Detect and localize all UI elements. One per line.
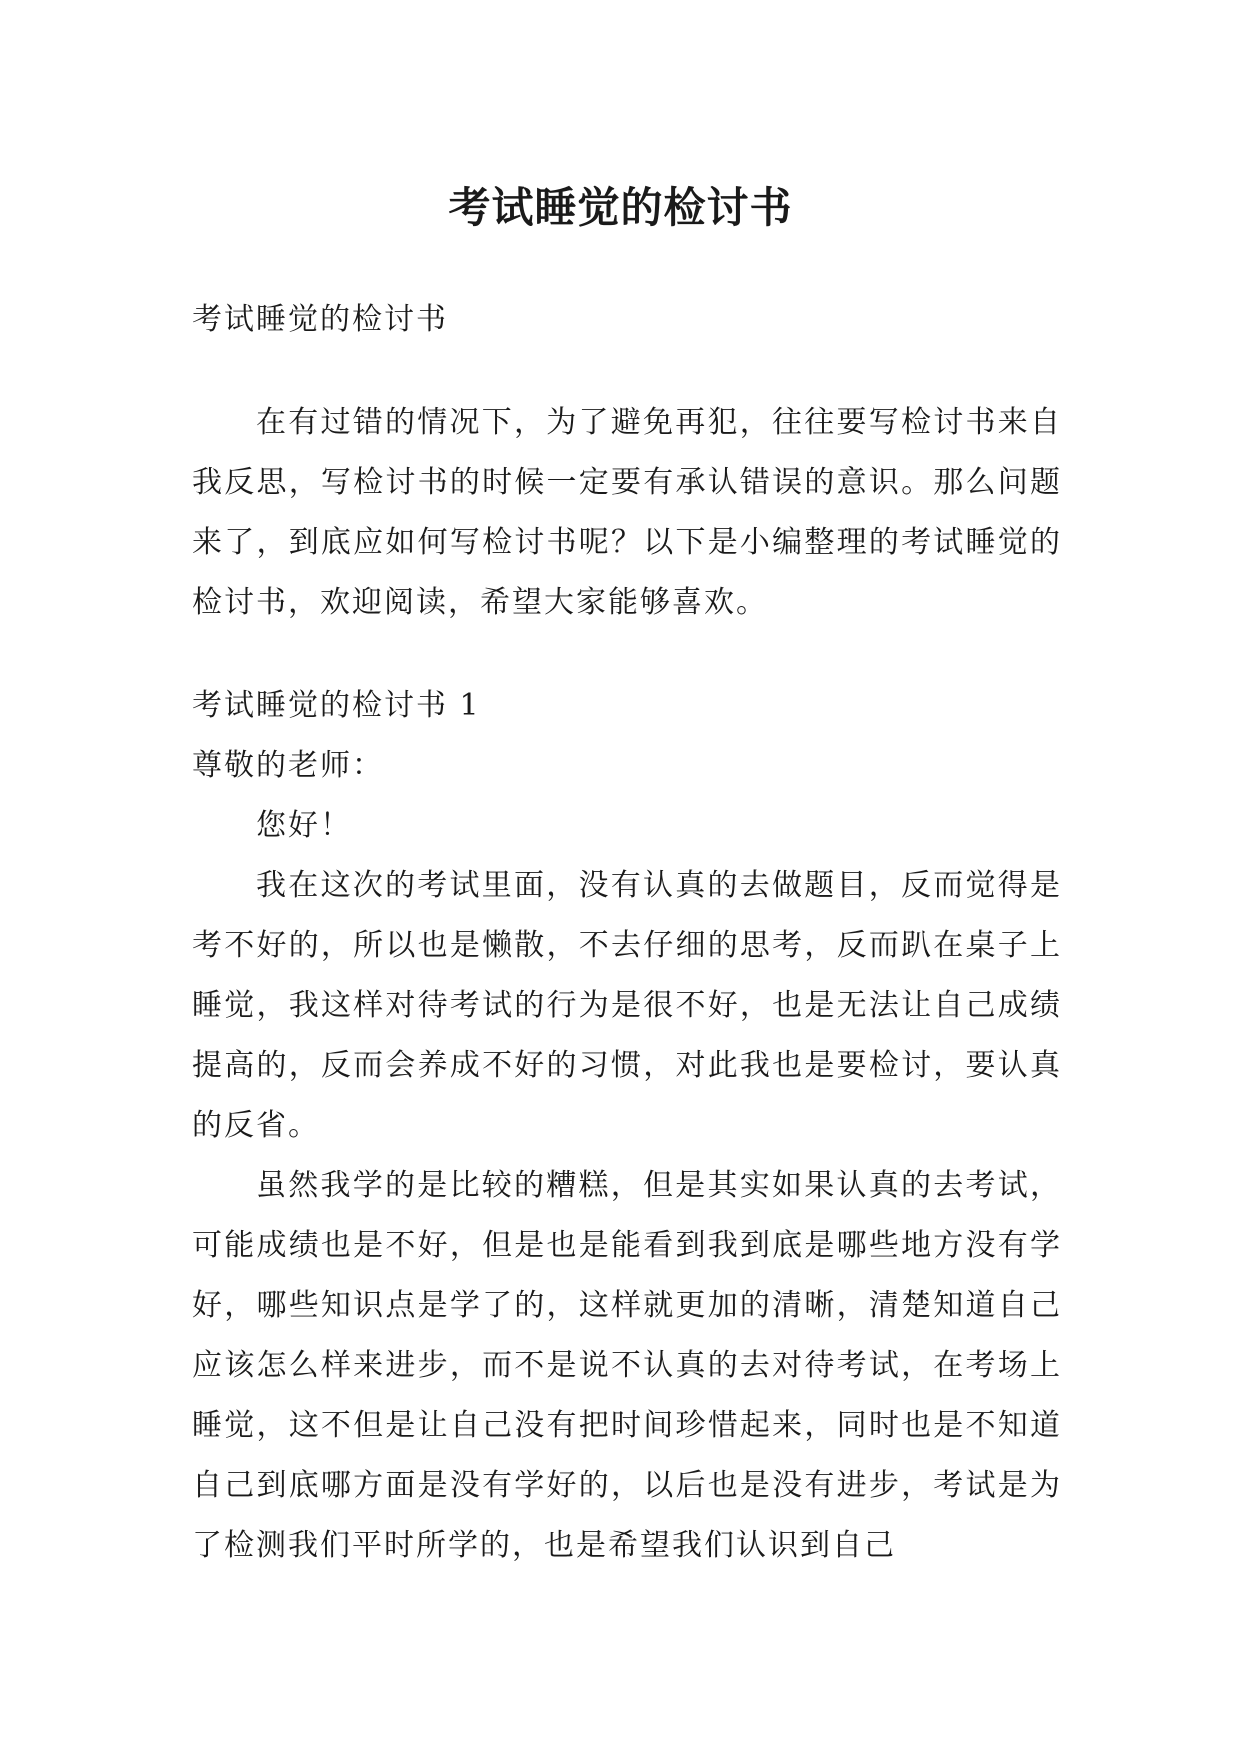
salutation: 尊敬的老师： — [192, 748, 384, 783]
section-heading: 考试睡觉的检讨书 1 — [192, 688, 481, 723]
intro-paragraph: 在有过错的情况下，为了避免再犯，往往要写检讨书来自我反思，写检讨书的时候一定要有承认错误的意识。那么问题来了，到底应如何写检讨书呢？以下是小编整理的考试睡觉的检讨书，欢迎阅读，希望大家能够喜欢。 — [192, 405, 1062, 620]
document-subtitle: 考试睡觉的检讨书 — [192, 302, 448, 337]
body-paragraph: 我在这次的考试里面，没有认真的去做题目，反而觉得是考不好的，所以也是懒散，不去仔细的思考，反而趴在桌子上睡觉，我这样对待考试的行为是很不好，也是无法让自己成绩提高的，反而会养成不好的习惯，对此我也是要检讨，要认真的反省。 — [192, 868, 1062, 1143]
body-paragraph: 虽然我学的是比较的糟糕，但是其实如果认真的去考试，可能成绩也是不好，但是也是能看到我到底是哪些地方没有学好，哪些知识点是学了的，这样就更加的清晰，清楚知道自己应该怎么样来进步，而不是说不认真的去对待考试，在考场上睡觉，这不但是让自己没有把时间珍惜起来，同时也是不知道自己到底哪方面是没有学好的，以后也是没有进步，考试是为了检测我们平时所学的，也是希望我们认识到自己 — [192, 1168, 1062, 1563]
document-title: 考试睡觉的检讨书 — [448, 183, 793, 233]
greeting: 您好！ — [256, 808, 352, 843]
document-body — [192, 290, 1062, 1576]
